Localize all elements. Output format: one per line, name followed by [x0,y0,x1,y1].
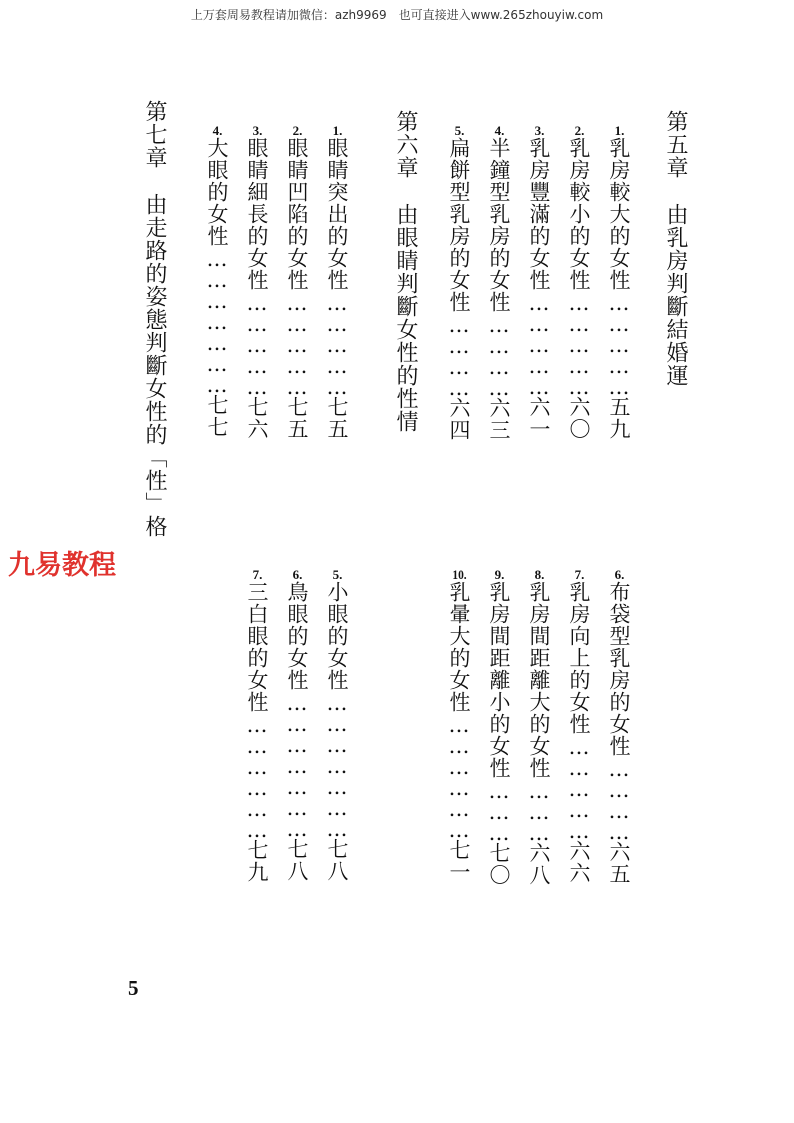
entry-page: 六六 [567,840,591,884]
entry-page: 六八 [527,842,551,886]
entry-page: 七九 [245,839,269,883]
toc-entry [245,568,269,883]
chapter-title: 由乳房判斷結婚運 [663,203,688,387]
chapter-label: 第七章 [142,100,167,169]
chapter-title: 由走路的姿態判斷女性的「性」格 [142,193,167,538]
entry-number: 2. [574,124,585,137]
entry-number: 5. [332,568,343,581]
entry-page: 六三 [487,397,511,441]
entry-number: 4. [212,124,223,137]
entry-number: 8. [534,568,545,581]
leader-dots: ………………… [285,691,309,838]
entry-number: 9. [494,568,505,581]
entry-title: 乳房較小的女性 [567,137,591,291]
leader-dots: …………… [245,291,269,396]
entry-number: 7. [252,568,263,581]
leader-dots: ………………… [205,247,229,394]
entry-page: 七八 [325,838,349,882]
entry-number: 3. [534,124,545,137]
toc-entry [527,568,551,886]
entry-title: 乳房豐滿的女性 [527,137,551,291]
entry-number: 5. [454,124,465,137]
entry-title: 鳥眼的女性 [285,581,309,691]
toc-entry [285,568,309,882]
entry-title: 大眼的女性 [205,137,229,247]
leader-dots: ………… [487,313,511,397]
entry-page: 六一 [527,396,551,440]
chapter-label: 第五章 [663,110,688,179]
entry-title: 乳暈大的女性 [447,581,471,713]
page-number: 5 [128,976,139,1000]
toc-entry [527,124,551,440]
entry-title: 乳房向上的女性 [567,581,591,735]
chapter-heading [393,110,417,433]
leader-dots: …………… [567,291,591,396]
entry-title: 眼睛凹陷的女性 [285,137,309,291]
entry-number: 3. [252,124,263,137]
toc-entry [447,568,471,883]
entry-title: 小眼的女性 [325,581,349,691]
toc-entry [205,124,229,438]
leader-dots: ……… [487,779,511,842]
toc-entry [487,568,511,886]
entry-page: 六〇 [567,396,591,440]
leader-dots: …………… [607,291,631,396]
chapter-heading [663,110,687,387]
entry-page: 七六 [245,396,269,440]
entry-number: 4. [494,124,505,137]
leader-dots: ………… [447,313,471,397]
entry-number: 10. [452,568,467,581]
entry-page: 七五 [325,396,349,440]
entry-number: 2. [292,124,303,137]
toc-entry [607,568,631,885]
leader-dots: …………… [325,291,349,396]
entry-page: 七五 [285,396,309,440]
site-stamp: 九易教程 [8,550,116,581]
leader-dots: ……… [527,779,551,842]
toc-entry [567,124,591,440]
toc-entry [567,568,591,884]
watermark-header: 上万套周易教程请加微信：azh9969 也可直接进入www.265zhouyiw.com [190,8,604,22]
leader-dots: ………… [607,757,631,841]
entry-number: 6. [292,568,303,581]
leader-dots: …………… [527,291,551,396]
chapter-title: 由眼睛判斷女性的性情 [393,203,418,433]
entry-page: 七〇 [487,842,511,886]
toc-entry [447,124,471,441]
entry-title: 眼睛細長的女性 [245,137,269,291]
toc-entry [487,124,511,441]
entry-page: 六四 [447,397,471,441]
entry-number: 1. [332,124,343,137]
chapter-label: 第六章 [393,110,418,179]
leader-dots: ……………… [447,713,471,839]
leader-dots: ………………… [325,691,349,838]
entry-page: 七一 [447,839,471,883]
leader-dots: …………… [567,735,591,840]
toc-entry [285,124,309,440]
leader-dots: ……………… [245,713,269,839]
entry-number: 6. [614,568,625,581]
entry-title: 眼睛突出的女性 [325,137,349,291]
entry-page: 五九 [607,396,631,440]
toc-entry [245,124,269,440]
entry-title: 乳房間距離小的女性 [487,581,511,779]
entry-number: 1. [614,124,625,137]
entry-title: 扁餅型乳房的女性 [447,137,471,313]
entry-title: 三白眼的女性 [245,581,269,713]
entry-page: 七七 [205,394,229,438]
entry-title: 半鐘型乳房的女性 [487,137,511,313]
entry-page: 七八 [285,838,309,882]
leader-dots: …………… [285,291,309,396]
toc-entry [607,124,631,440]
chapter-heading [142,100,166,538]
entry-title: 布袋型乳房的女性 [607,581,631,757]
entry-number: 7. [574,568,585,581]
entry-title: 乳房間距離大的女性 [527,581,551,779]
toc-entry [325,124,349,440]
toc-entry [325,568,349,882]
entry-page: 六五 [607,841,631,885]
entry-title: 乳房較大的女性 [607,137,631,291]
